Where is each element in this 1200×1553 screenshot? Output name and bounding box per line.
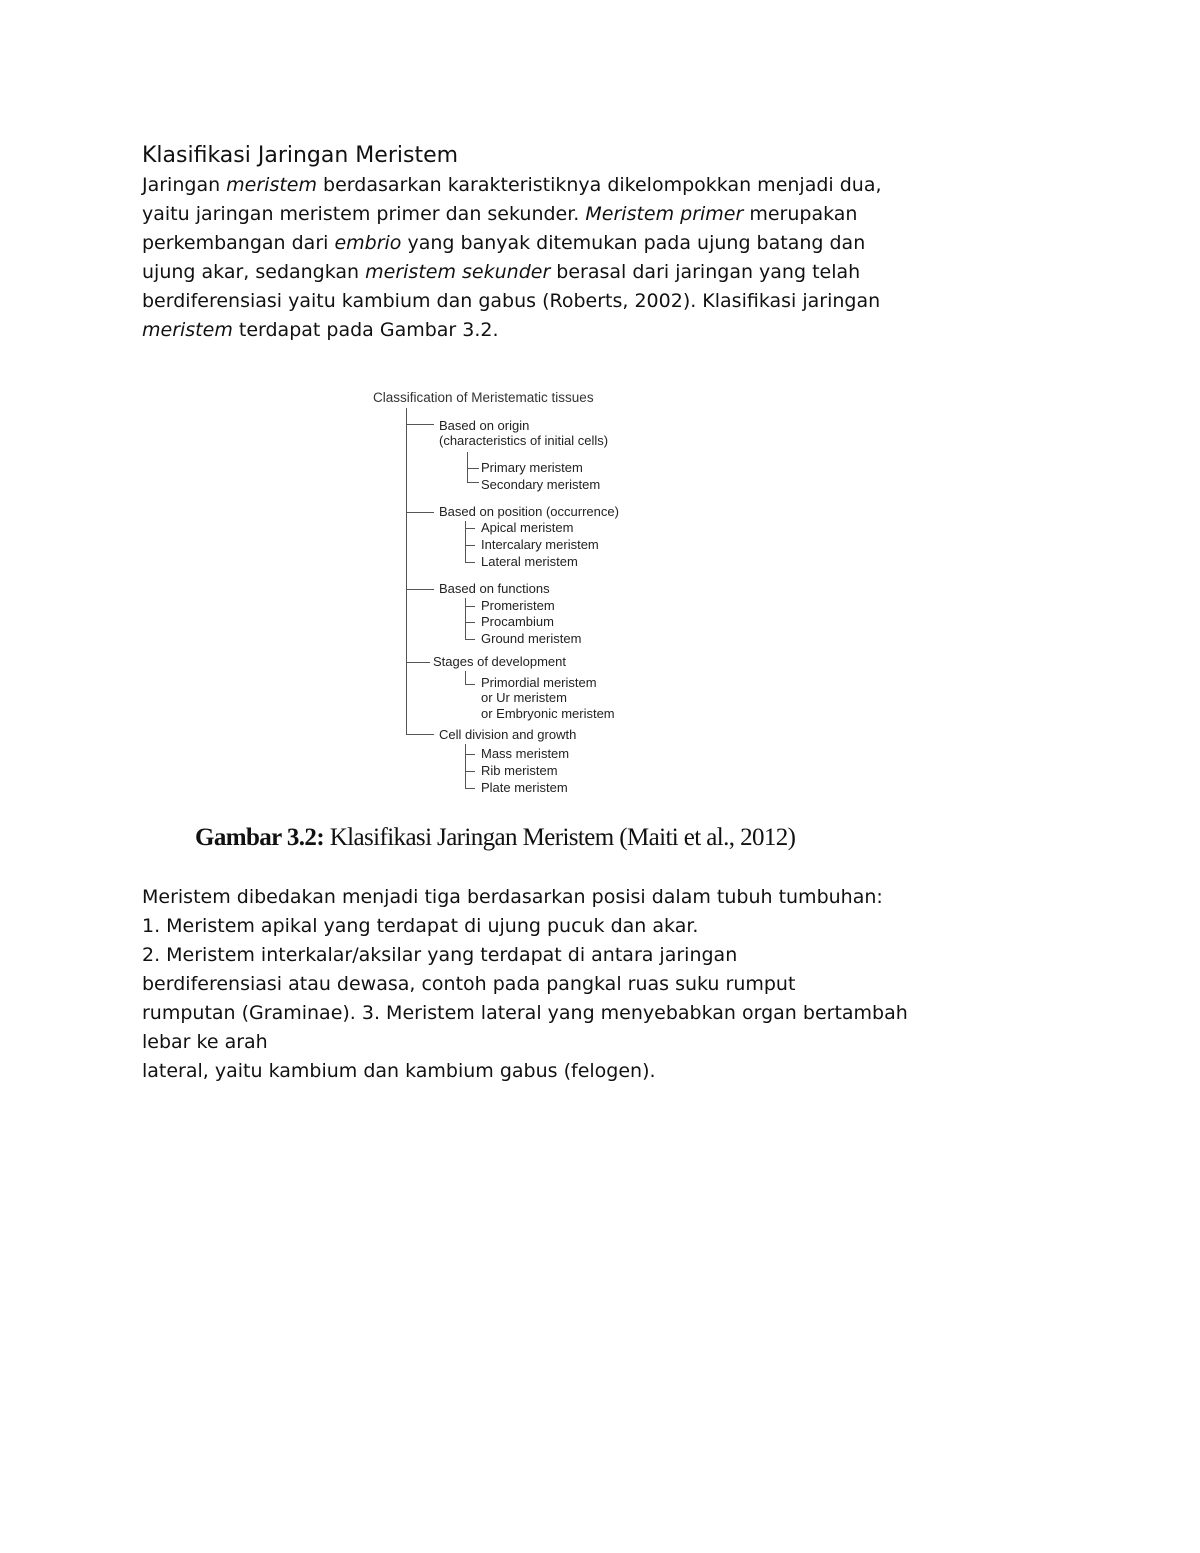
intro-emphasis: embrio [334, 232, 402, 254]
intro-text: yang banyak ditemukan pada ujung batang dan [401, 232, 866, 254]
branch-origin-sub: (characteristics of initial cells) [439, 433, 609, 448]
sub-branch [465, 639, 475, 640]
body-line-5: rumputan (Graminae). 3. Meristem lateral yang menyebabkan organ bertambah [142, 1002, 908, 1024]
leaf-mass: Mass meristem [481, 746, 570, 761]
branch-origin: Based on origin [439, 418, 530, 433]
intro-text: perkembangan dari [142, 232, 335, 254]
caption-label: Gambar 3.2: [195, 824, 325, 851]
intro-text: ujung akar, sedangkan [142, 261, 366, 283]
sub-trunk [465, 744, 466, 788]
body-line-4: berdiferensiasi atau dewasa, contoh pada pangkal ruas suku rumput [142, 973, 796, 995]
leaf-primordial: Primordial meristem [481, 675, 597, 690]
body-line-6: lebar ke arah [142, 1031, 268, 1053]
leaf-secondary: Secondary meristem [481, 477, 601, 492]
branch-stages: Stages of development [433, 654, 566, 669]
page-title: Klasifikasi Jaringan Meristem [142, 143, 459, 168]
intro-line-6 [142, 316, 1042, 345]
figure-caption [195, 824, 795, 852]
intro-emphasis: meristem [226, 174, 318, 196]
sub-branch [465, 562, 475, 563]
intro-line-5: berdiferensiasi yaitu kambium dan gabus (Roberts, 2002). Klasifikasi jaringan [142, 290, 881, 312]
intro-text: terdapat pada Gambar 3.2. [232, 319, 499, 341]
intro-line-4 [142, 258, 1042, 287]
leaf-procambium: Procambium [481, 614, 554, 629]
intro-text: berasal dari jaringan yang telah [550, 261, 861, 283]
sub-trunk [465, 671, 466, 684]
sub-trunk [465, 598, 466, 639]
intro-emphasis: meristem [142, 319, 233, 341]
intro-section [142, 141, 1042, 345]
sub-branch [465, 771, 475, 772]
intro-text: Jaringan [142, 174, 227, 196]
sub-branch [465, 545, 475, 546]
sub-branch [467, 468, 479, 469]
intro-text: merupakan [743, 203, 858, 225]
intro-line-2 [142, 200, 1042, 229]
branch-position: Based on position (occurrence) [439, 504, 619, 519]
sub-branch [465, 606, 475, 607]
sub-branch [465, 754, 475, 755]
figure-title: Classification of Meristematic tissues [373, 390, 594, 405]
intro-text: yaitu jaringan meristem primer dan sekunder. [142, 203, 586, 225]
branch-celldiv: Cell division and growth [439, 727, 577, 742]
intro-paragraph [142, 171, 1042, 345]
leaf-primary: Primary meristem [481, 460, 583, 475]
body-line-2: 1. Meristem apikal yang terdapat di ujung pucuk dan akar. [142, 915, 699, 937]
intro-emphasis: Meristem primer [585, 203, 744, 225]
body-paragraph [142, 883, 1042, 1086]
tree-branch [406, 424, 434, 425]
caption-text: Klasifikasi Jaringan Meristem (Maiti et al., 2012) [324, 824, 796, 851]
tree-branch [406, 734, 434, 735]
sub-branch [465, 788, 475, 789]
intro-text: berdasarkan karakteristiknya dikelompokkan menjadi dua, [317, 174, 882, 196]
body-line-1: Meristem dibedakan menjadi tiga berdasarkan posisi dalam tubuh tumbuhan: [142, 886, 883, 908]
leaf-lateral: Lateral meristem [481, 554, 578, 569]
sub-branch [465, 684, 475, 685]
sub-branch [465, 622, 475, 623]
sub-branch [467, 482, 479, 483]
body-section [142, 883, 1042, 1086]
tree-trunk [406, 408, 407, 735]
intro-line-1 [142, 171, 1042, 200]
tree-branch [406, 662, 430, 663]
leaf-ur: or Ur meristem [481, 690, 567, 705]
tree-branch [406, 512, 434, 513]
branch-functions: Based on functions [439, 581, 550, 596]
intro-line-3 [142, 229, 1042, 258]
intro-emphasis: meristem sekunder [365, 261, 551, 283]
leaf-embryonic: or Embryonic meristem [481, 706, 615, 721]
leaf-rib: Rib meristem [481, 763, 558, 778]
leaf-plate: Plate meristem [481, 780, 568, 795]
sub-branch [465, 528, 475, 529]
sub-trunk [467, 452, 468, 482]
tree-branch [406, 589, 434, 590]
body-line-7: lateral, yaitu kambium dan kambium gabus (felogen). [142, 1060, 656, 1082]
body-line-3: 2. Meristem interkalar/aksilar yang terdapat di antara jaringan [142, 944, 738, 966]
leaf-apical: Apical meristem [481, 520, 574, 535]
leaf-promeristem: Promeristem [481, 598, 555, 613]
classification-figure [370, 388, 690, 800]
leaf-intercalary: Intercalary meristem [481, 537, 599, 552]
leaf-ground: Ground meristem [481, 631, 582, 646]
